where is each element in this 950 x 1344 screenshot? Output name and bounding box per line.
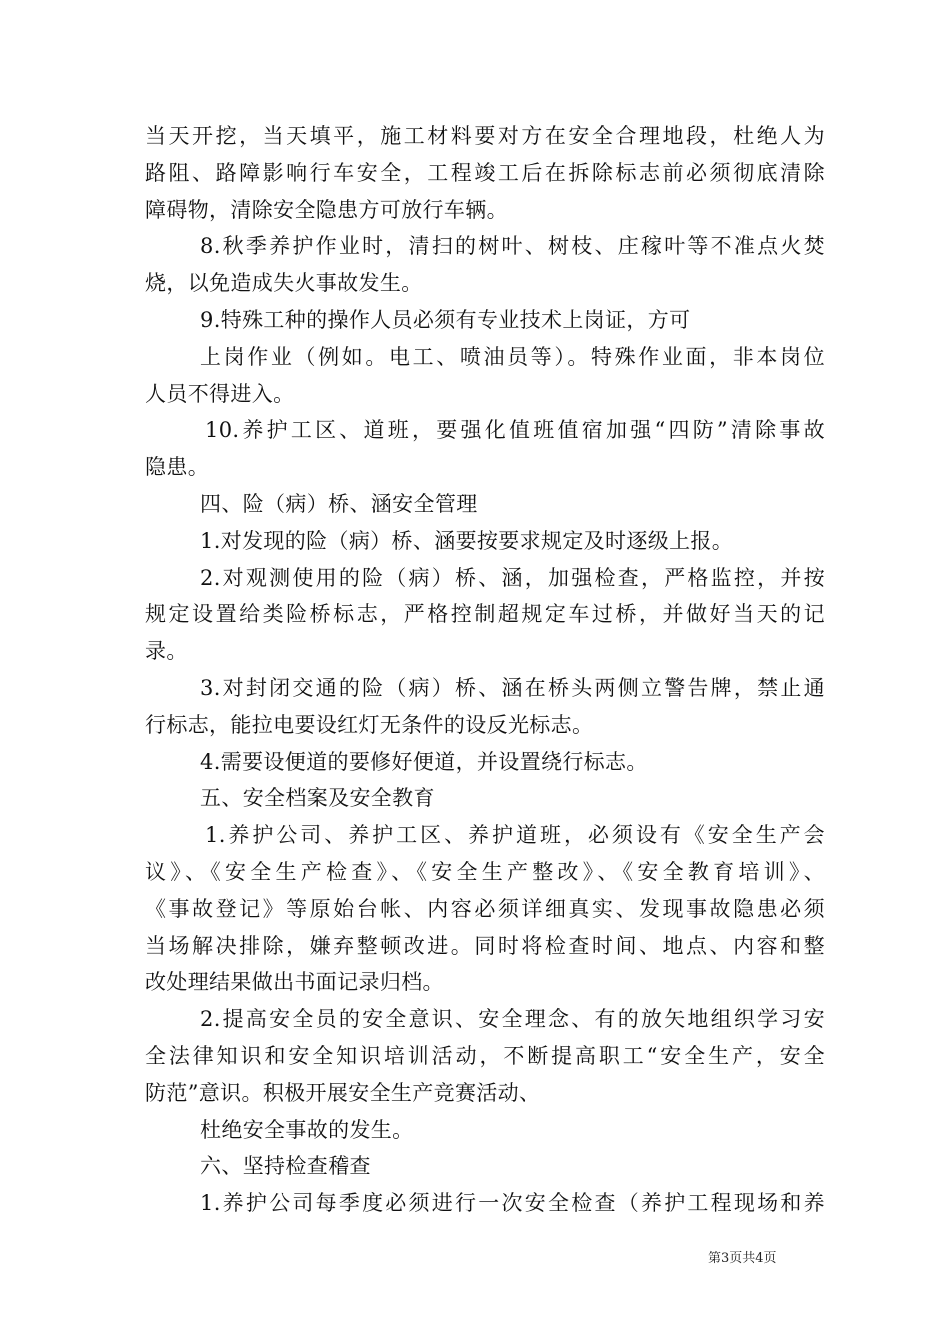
text-line-9: 10.养护工区、道班，要强化值班值宿加强“四防”清除事故 — [205, 418, 825, 443]
text-line-28: 杜绝安全事故的发生。 — [200, 1117, 414, 1142]
section-heading-4: 四、险（病）桥、涵安全管理 — [200, 491, 478, 516]
page-number-footer: 第3页共4页 — [708, 1251, 777, 1266]
text-line-3: 障碍物，清除安全隐患方可放行车辆。 — [145, 197, 508, 222]
section-heading-6: 六、坚持检查稽查 — [200, 1154, 371, 1179]
text-line-20: 1.养护公司、养护工区、养护道班，必须设有《安全生产会 — [205, 823, 825, 848]
text-line-18: 4.需要设便道的要修好便道，并设置绕行标志。 — [200, 749, 648, 774]
text-line-24: 改处理结果做出书面记录归档。 — [145, 970, 444, 995]
text-line-7: 上岗作业（例如。电工、喷油员等）。特殊作业面，非本岗位 — [200, 344, 825, 369]
text-line-4: 8.秋季养护作业时，清扫的树叶、树枝、庄稼叶等不准点火焚 — [200, 234, 825, 259]
text-line-2: 路阻、路障影响行车安全，工程竣工后在拆除标志前必须彻底清除 — [145, 160, 825, 185]
text-line-30: 1.养护公司每季度必须进行一次安全检查（养护工程现场和养 — [200, 1191, 825, 1216]
text-line-6: 9.特殊工种的操作人员必须有专业技术上岗证，方可 — [200, 307, 691, 332]
text-line-25: 2.提高安全员的安全意识、安全理念、有的放矢地组织学习安 — [200, 1007, 825, 1032]
section-heading-5: 五、安全档案及安全教育 — [200, 786, 435, 811]
text-line-1: 当天开挖，当天填平，施工材料要对方在安全合理地段，杜绝人为 — [145, 124, 825, 148]
text-line-21: 议》、《安全生产检查》、《安全生产整改》、《安全教育培训》、 — [145, 859, 825, 884]
text-line-26: 全法律知识和安全知识培训活动，不断提高职工“安全生产，安全 — [145, 1043, 825, 1068]
text-line-10: 隐患。 — [145, 455, 210, 480]
text-line-14: 规定设置给类险桥标志，严格控制超规定车过桥，并做好当天的记 — [145, 602, 825, 627]
text-line-12: 1.对发现的险（病）桥、涵要按要求规定及时逐级上报。 — [200, 528, 734, 553]
text-line-22: 《事故登记》等原始台帐、内容必须详细真实、发现事故隐患必须 — [145, 896, 825, 921]
text-line-5: 烧，以免造成失火事故发生。 — [145, 271, 423, 296]
text-line-13: 2.对观测使用的险（病）桥、涵，加强检查，严格监控，并按 — [200, 565, 825, 590]
text-line-27: 防范”意识。积极开展安全生产竞赛活动、 — [145, 1080, 541, 1105]
text-line-15: 录。 — [145, 639, 188, 664]
text-line-17: 行标志，能拉电要设红灯无条件的设反光标志。 — [145, 712, 594, 737]
text-line-23: 当场解决排除，嫌弃整顿改进。同时将检查时间、地点、内容和整 — [145, 933, 825, 958]
document-body — [145, 118, 825, 1222]
text-line-16: 3.对封闭交通的险（病）桥、涵在桥头两侧立警告牌，禁止通 — [200, 675, 825, 700]
text-line-8: 人员不得进入。 — [145, 381, 295, 406]
